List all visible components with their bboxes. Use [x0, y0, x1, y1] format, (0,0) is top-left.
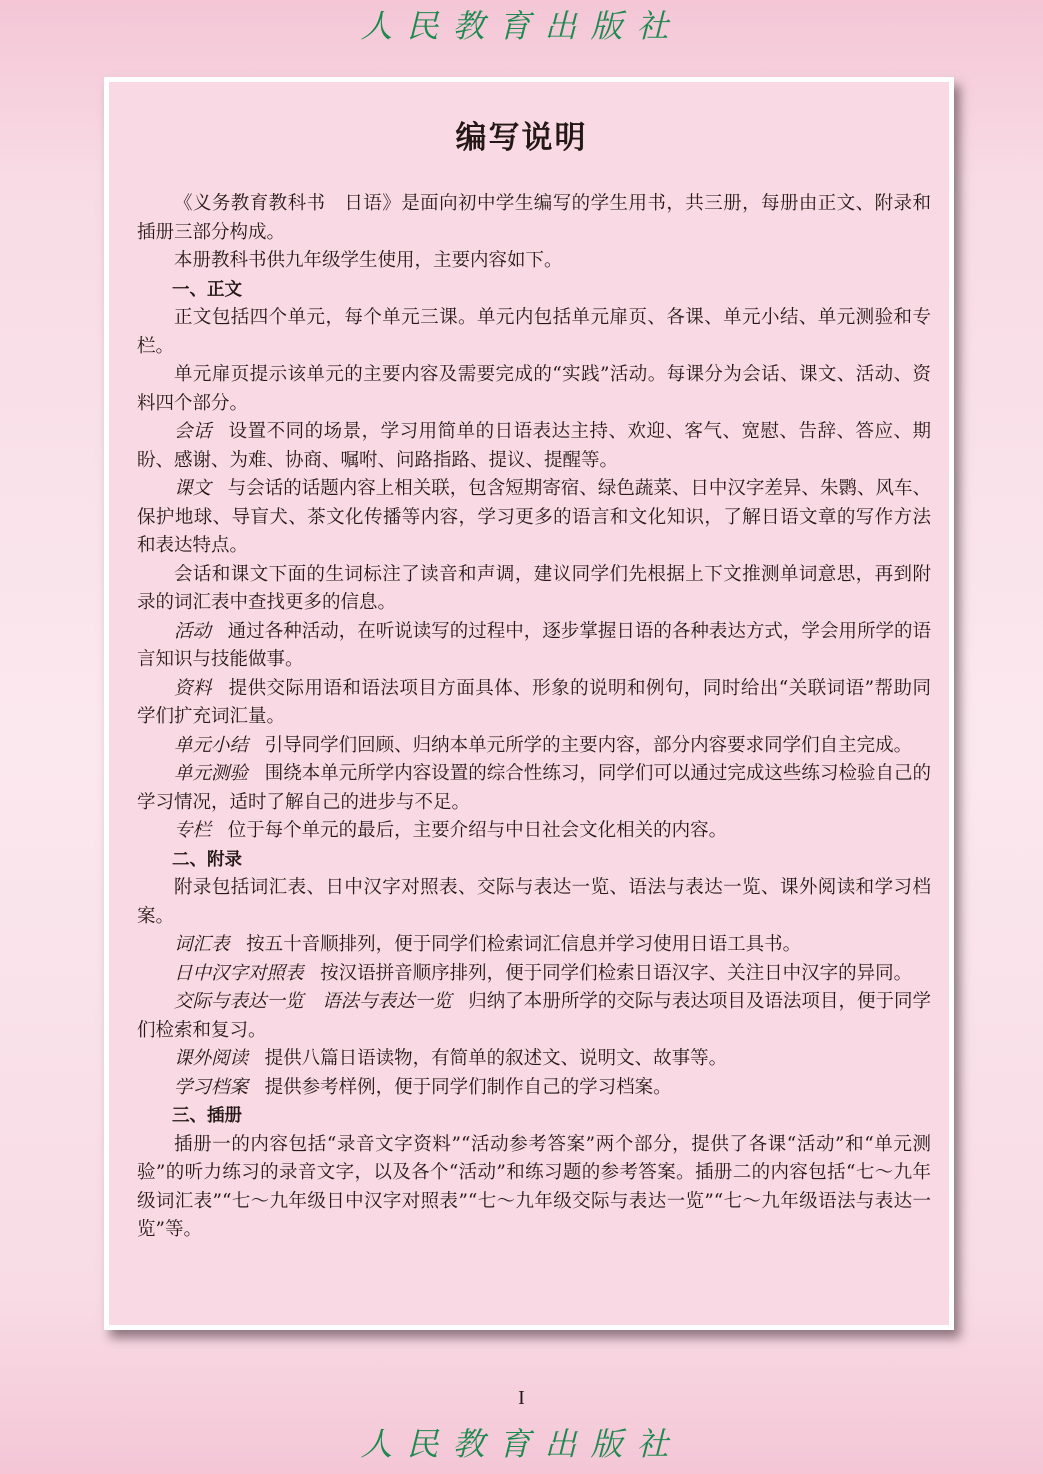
section-heading: 三、插册: [172, 1106, 242, 1126]
publisher-logo-bottom: 人民教育出版社: [360, 1425, 683, 1463]
paragraph-term: 单元测验: [174, 763, 249, 784]
paragraph-term: 会话: [174, 421, 212, 442]
paragraph-text: 提供参考样例，便于同学们制作自己的学习档案。: [264, 1076, 672, 1098]
paragraph-text: 围绕本单元所学内容设置的综合性练习，同学们可以通过完成这些练习检验自己的学习情况，适时了解自己的进步与不足。: [137, 763, 931, 813]
publisher-logo-top: 人民教育出版社: [360, 7, 683, 45]
body-paragraph: [137, 675, 931, 732]
paragraph-term: 课外阅读: [174, 1048, 249, 1069]
paragraph-text: 《义务教育教科书 日语》是面向初中学生编写的学生用书，共三册，每册由正文、附录和插册三部分构成。: [137, 193, 931, 243]
paragraph-text: 插册一的内容包括“录音文字资料”“活动参考答案”两个部分，提供了各课“活动”和“单元测验”的听力练习的录音文字，以及各个“活动”和练习题的参考答案。插册二的内容包括“七～九年级词汇表”“七～九年级日中汉字对照表”“七～九年级交际与表达一览”“七～九年级语法与表达一览”等。: [137, 1133, 931, 1240]
body-paragraph: [137, 304, 931, 361]
paragraph-term: 词汇表: [174, 934, 230, 955]
body-paragraph: [137, 732, 931, 761]
body-paragraph: [137, 618, 931, 675]
body-paragraph: [137, 361, 931, 418]
paragraph-text: 本册教科书供九年级学生使用，主要内容如下。: [174, 250, 563, 271]
paragraph-text: 按五十音顺排列，便于同学们检索词汇信息并学习使用日语工具书。: [246, 934, 802, 955]
paragraph-term: 活动: [174, 620, 212, 642]
body-paragraph: [137, 1131, 931, 1245]
body-paragraph: [137, 817, 931, 846]
body-paragraph: [137, 418, 931, 475]
paragraph-text: 提供八篇日语读物，有简单的叙述文、说明文、故事等。: [264, 1048, 728, 1069]
paragraph-text: 引导同学们回顾、归纳本单元所学的主要内容，部分内容要求同学们自主完成。: [264, 734, 913, 756]
body-paragraph: [137, 760, 931, 817]
section-heading: 一、正文: [172, 279, 242, 300]
body-paragraph: [137, 960, 931, 989]
paragraph-text: 会话和课文下面的生词标注了读音和声调，建议同学们先根据上下文推测单词意思，再到附录的词汇表中查找更多的信息。: [137, 563, 931, 613]
body-paragraph: [137, 931, 931, 960]
body-paragraph: [137, 1045, 931, 1074]
page-number: I: [518, 1387, 525, 1409]
paragraph-term: 单元小结: [174, 734, 249, 756]
paragraph-term: 日中汉字对照表: [174, 962, 304, 984]
document-body: [137, 190, 931, 1245]
paragraph-text: 按汉语拼音顺序排列，便于同学们检索日语汉字、关注日中汉字的异同。: [320, 962, 913, 984]
paragraph-term: 课文: [174, 478, 212, 499]
page-title: 编写说明: [455, 120, 588, 156]
paragraph-text: 提供交际用语和语法项目方面具体、形象的说明和例句，同时给出“关联词语”帮助同学们扩充词汇量。: [137, 677, 931, 727]
body-paragraph: [137, 988, 931, 1045]
body-paragraph: [137, 247, 931, 276]
paragraph-text: 归纳了本册所学的交际与表达项目及语法项目，便于同学们检索和复习。: [137, 991, 931, 1041]
paragraph-text: 位于每个单元的最后，主要介绍与中日社会文化相关的内容。: [227, 820, 728, 841]
body-paragraph: [137, 1074, 931, 1103]
paragraph-text: 单元扉页提示该单元的主要内容及需要完成的“实践”活动。每课分为会话、课文、活动、资料四个部分。: [137, 364, 931, 414]
paragraph-term: 学习档案: [174, 1076, 249, 1098]
body-paragraph: [137, 874, 931, 931]
section-heading: 二、附录: [172, 849, 242, 870]
body-paragraph: [137, 475, 931, 561]
body-paragraph: [137, 190, 931, 247]
paragraph-text: 正文包括四个单元，每个单元三课。单元内包括单元扉页、各课、单元小结、单元测验和专栏。: [137, 307, 931, 357]
body-paragraph: [137, 561, 931, 618]
paragraph-text: 附录包括词汇表、日中汉字对照表、交际与表达一览、语法与表达一览、课外阅读和学习档案。: [137, 877, 931, 927]
paragraph-term: 专栏: [174, 820, 212, 841]
paragraph-term: 资料: [174, 677, 212, 699]
paragraph-text: 设置不同的场景，学习用简单的日语表达主持、欢迎、客气、宽慰、告辞、答应、期盼、感谢、为难、协商、嘱咐、问路指路、提议、提醒等。: [137, 421, 931, 471]
paragraph-text: 与会话的话题内容上相关联，包含短期寄宿、绿色蔬菜、日中汉字差异、朱鹮、风车、保护地球、导盲犬、茶文化传播等内容，学习更多的语言和文化知识，了解日语文章的写作方法和表达特点。: [137, 478, 931, 556]
paragraph-term: 交际与表达一览 语法与表达一览: [174, 991, 452, 1012]
paragraph-text: 通过各种活动，在听说读写的过程中，逐步掌握日语的各种表达方式，学会用所学的语言知识与技能做事。: [137, 620, 931, 670]
